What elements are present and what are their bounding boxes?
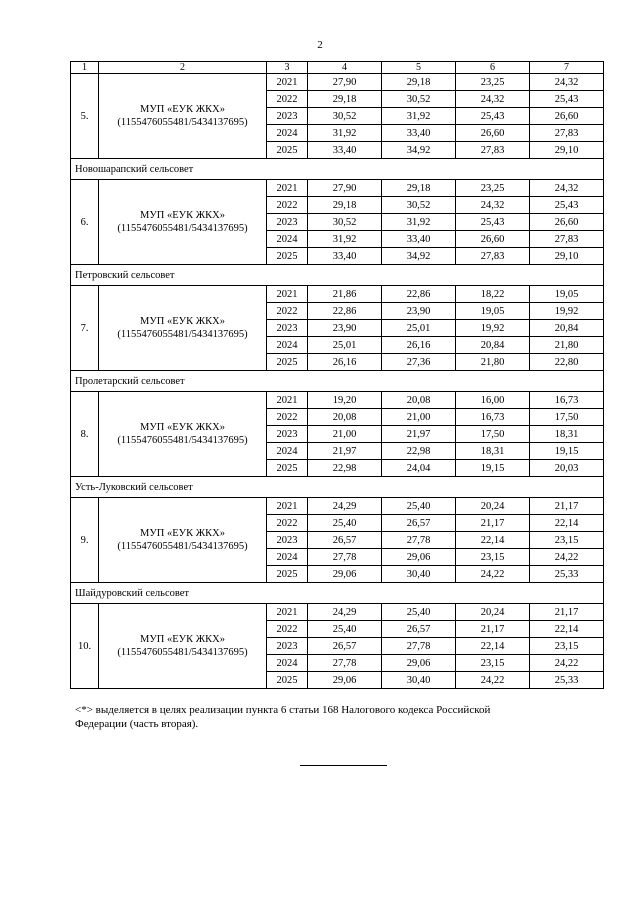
year-cell: 2023 [267, 532, 308, 549]
footnote-line: <*> выделяется в целях реализации пункта 6 статьи 168 Налогового кодекса Российской [75, 704, 491, 716]
value-cell: 26,57 [308, 532, 382, 549]
value-cell: 26,57 [308, 638, 382, 655]
organization-codes: (1155476055481/5434137695) [117, 647, 248, 658]
value-cell: 24,04 [382, 460, 456, 477]
value-cell: 24,22 [456, 672, 530, 689]
column-header-row [71, 62, 604, 74]
value-cell: 25,43 [456, 108, 530, 125]
council-row [71, 371, 604, 392]
value-cell: 22,98 [308, 460, 382, 477]
year-cell: 2021 [267, 498, 308, 515]
row-number: 5. [71, 74, 99, 159]
value-cell: 21,80 [456, 354, 530, 371]
value-cell: 34,92 [382, 248, 456, 265]
value-cell: 29,10 [530, 248, 604, 265]
value-cell: 25,40 [382, 498, 456, 515]
value-cell: 19,05 [456, 303, 530, 320]
value-cell: 25,40 [308, 515, 382, 532]
year-cell: 2021 [267, 74, 308, 91]
column-header: 2 [99, 62, 267, 74]
value-cell: 27,83 [530, 125, 604, 142]
value-cell: 27,83 [456, 248, 530, 265]
council-name: Новошарапский сельсовет [71, 159, 604, 180]
value-cell: 33,40 [382, 231, 456, 248]
row-number: 10. [71, 604, 99, 689]
table-row [71, 180, 604, 197]
council-row [71, 265, 604, 286]
value-cell: 24,22 [530, 655, 604, 672]
table-row [71, 498, 604, 515]
column-header: 1 [71, 62, 99, 74]
value-cell: 27,78 [308, 655, 382, 672]
value-cell: 26,60 [456, 125, 530, 142]
value-cell: 23,15 [456, 655, 530, 672]
value-cell: 26,57 [382, 515, 456, 532]
organization-codes: (1155476055481/5434137695) [117, 117, 248, 128]
value-cell: 18,31 [456, 443, 530, 460]
value-cell: 29,18 [308, 91, 382, 108]
value-cell: 16,00 [456, 392, 530, 409]
row-number: 7. [71, 286, 99, 371]
column-header: 4 [308, 62, 382, 74]
value-cell: 26,60 [530, 108, 604, 125]
year-cell: 2023 [267, 108, 308, 125]
value-cell: 25,40 [308, 621, 382, 638]
value-cell: 33,40 [308, 248, 382, 265]
value-cell: 26,16 [308, 354, 382, 371]
value-cell: 29,10 [530, 142, 604, 159]
year-cell: 2025 [267, 672, 308, 689]
value-cell: 22,86 [382, 286, 456, 303]
value-cell: 19,92 [530, 303, 604, 320]
organization-name [99, 392, 267, 477]
year-cell: 2021 [267, 180, 308, 197]
column-header: 7 [530, 62, 604, 74]
value-cell: 24,29 [308, 604, 382, 621]
value-cell: 25,01 [382, 320, 456, 337]
value-cell: 23,90 [308, 320, 382, 337]
value-cell: 31,92 [308, 125, 382, 142]
end-divider [300, 765, 387, 766]
year-cell: 2025 [267, 460, 308, 477]
value-cell: 21,80 [530, 337, 604, 354]
value-cell: 26,57 [382, 621, 456, 638]
organization-name [99, 498, 267, 583]
value-cell: 23,15 [456, 549, 530, 566]
row-number: 6. [71, 180, 99, 265]
value-cell: 27,83 [456, 142, 530, 159]
value-cell: 29,06 [382, 549, 456, 566]
value-cell: 27,90 [308, 74, 382, 91]
value-cell: 25,33 [530, 672, 604, 689]
value-cell: 29,06 [308, 672, 382, 689]
value-cell: 20,84 [530, 320, 604, 337]
organization-title: МУП «ЕУК ЖКХ» [140, 316, 225, 327]
year-cell: 2025 [267, 142, 308, 159]
value-cell: 33,40 [382, 125, 456, 142]
council-row [71, 477, 604, 498]
table-row [71, 74, 604, 91]
value-cell: 25,01 [308, 337, 382, 354]
value-cell: 18,31 [530, 426, 604, 443]
organization-name [99, 286, 267, 371]
value-cell: 27,78 [382, 532, 456, 549]
table-row [71, 286, 604, 303]
value-cell: 19,92 [456, 320, 530, 337]
table-row [71, 392, 604, 409]
value-cell: 23,15 [530, 532, 604, 549]
value-cell: 19,15 [456, 460, 530, 477]
footnote-line: Федерации (часть вторая). [75, 718, 199, 730]
organization-codes: (1155476055481/5434137695) [117, 223, 248, 234]
organization-codes: (1155476055481/5434137695) [117, 541, 248, 552]
value-cell: 23,90 [382, 303, 456, 320]
year-cell: 2024 [267, 549, 308, 566]
value-cell: 30,40 [382, 566, 456, 583]
value-cell: 24,22 [456, 566, 530, 583]
value-cell: 21,17 [456, 515, 530, 532]
value-cell: 20,08 [308, 409, 382, 426]
value-cell: 21,86 [308, 286, 382, 303]
organization-title: МУП «ЕУК ЖКХ» [140, 634, 225, 645]
tariff-table [70, 61, 604, 689]
value-cell: 23,25 [456, 74, 530, 91]
organization-codes: (1155476055481/5434137695) [117, 435, 248, 446]
council-name: Усть-Луковский сельсовет [71, 477, 604, 498]
value-cell: 19,20 [308, 392, 382, 409]
year-cell: 2024 [267, 337, 308, 354]
organization-title: МУП «ЕУК ЖКХ» [140, 528, 225, 539]
value-cell: 33,40 [308, 142, 382, 159]
page-number: 2 [317, 39, 323, 51]
value-cell: 31,92 [382, 214, 456, 231]
value-cell: 20,03 [530, 460, 604, 477]
year-cell: 2024 [267, 443, 308, 460]
year-cell: 2022 [267, 515, 308, 532]
council-row [71, 159, 604, 180]
value-cell: 17,50 [530, 409, 604, 426]
value-cell: 25,43 [456, 214, 530, 231]
value-cell: 30,52 [382, 197, 456, 214]
value-cell: 19,15 [530, 443, 604, 460]
row-number: 9. [71, 498, 99, 583]
year-cell: 2023 [267, 214, 308, 231]
value-cell: 16,73 [456, 409, 530, 426]
value-cell: 25,40 [382, 604, 456, 621]
value-cell: 22,98 [382, 443, 456, 460]
year-cell: 2022 [267, 197, 308, 214]
council-row [71, 583, 604, 604]
council-name: Петровский сельсовет [71, 265, 604, 286]
value-cell: 25,43 [530, 91, 604, 108]
value-cell: 22,14 [456, 638, 530, 655]
value-cell: 24,32 [456, 197, 530, 214]
value-cell: 31,92 [382, 108, 456, 125]
year-cell: 2021 [267, 392, 308, 409]
year-cell: 2025 [267, 248, 308, 265]
value-cell: 21,97 [382, 426, 456, 443]
year-cell: 2023 [267, 638, 308, 655]
year-cell: 2022 [267, 621, 308, 638]
value-cell: 25,33 [530, 566, 604, 583]
value-cell: 29,18 [382, 180, 456, 197]
value-cell: 27,78 [308, 549, 382, 566]
value-cell: 27,78 [382, 638, 456, 655]
value-cell: 21,97 [308, 443, 382, 460]
value-cell: 30,40 [382, 672, 456, 689]
value-cell: 20,24 [456, 498, 530, 515]
column-header: 3 [267, 62, 308, 74]
value-cell: 16,73 [530, 392, 604, 409]
organization-name [99, 74, 267, 159]
value-cell: 24,32 [530, 74, 604, 91]
value-cell: 21,17 [456, 621, 530, 638]
organization-codes: (1155476055481/5434137695) [117, 329, 248, 340]
year-cell: 2024 [267, 125, 308, 142]
value-cell: 29,18 [382, 74, 456, 91]
table-row [71, 604, 604, 621]
value-cell: 26,60 [456, 231, 530, 248]
value-cell: 19,05 [530, 286, 604, 303]
column-header: 6 [456, 62, 530, 74]
value-cell: 22,86 [308, 303, 382, 320]
value-cell: 29,18 [308, 197, 382, 214]
year-cell: 2022 [267, 91, 308, 108]
year-cell: 2022 [267, 409, 308, 426]
value-cell: 24,32 [456, 91, 530, 108]
year-cell: 2023 [267, 426, 308, 443]
value-cell: 21,17 [530, 604, 604, 621]
year-cell: 2024 [267, 231, 308, 248]
organization-title: МУП «ЕУК ЖКХ» [140, 210, 225, 221]
value-cell: 31,92 [308, 231, 382, 248]
value-cell: 23,25 [456, 180, 530, 197]
year-cell: 2023 [267, 320, 308, 337]
value-cell: 24,32 [530, 180, 604, 197]
value-cell: 24,29 [308, 498, 382, 515]
value-cell: 25,43 [530, 197, 604, 214]
value-cell: 27,90 [308, 180, 382, 197]
organization-title: МУП «ЕУК ЖКХ» [140, 104, 225, 115]
value-cell: 22,14 [530, 515, 604, 532]
value-cell: 22,80 [530, 354, 604, 371]
council-name: Пролетарский сельсовет [71, 371, 604, 392]
organization-title: МУП «ЕУК ЖКХ» [140, 422, 225, 433]
organization-name [99, 180, 267, 265]
column-header: 5 [382, 62, 456, 74]
year-cell: 2022 [267, 303, 308, 320]
value-cell: 29,06 [382, 655, 456, 672]
year-cell: 2021 [267, 604, 308, 621]
year-cell: 2021 [267, 286, 308, 303]
value-cell: 26,16 [382, 337, 456, 354]
value-cell: 22,14 [530, 621, 604, 638]
value-cell: 21,00 [382, 409, 456, 426]
value-cell: 21,17 [530, 498, 604, 515]
value-cell: 30,52 [308, 108, 382, 125]
value-cell: 20,24 [456, 604, 530, 621]
value-cell: 27,83 [530, 231, 604, 248]
value-cell: 23,15 [530, 638, 604, 655]
value-cell: 34,92 [382, 142, 456, 159]
year-cell: 2024 [267, 655, 308, 672]
footnote [75, 703, 603, 731]
year-cell: 2025 [267, 354, 308, 371]
row-number: 8. [71, 392, 99, 477]
value-cell: 17,50 [456, 426, 530, 443]
organization-name [99, 604, 267, 689]
value-cell: 30,52 [382, 91, 456, 108]
value-cell: 18,22 [456, 286, 530, 303]
value-cell: 30,52 [308, 214, 382, 231]
value-cell: 27,36 [382, 354, 456, 371]
value-cell: 26,60 [530, 214, 604, 231]
value-cell: 29,06 [308, 566, 382, 583]
value-cell: 24,22 [530, 549, 604, 566]
council-name: Шайдуровский сельсовет [71, 583, 604, 604]
value-cell: 20,84 [456, 337, 530, 354]
year-cell: 2025 [267, 566, 308, 583]
value-cell: 20,08 [382, 392, 456, 409]
value-cell: 21,00 [308, 426, 382, 443]
value-cell: 22,14 [456, 532, 530, 549]
